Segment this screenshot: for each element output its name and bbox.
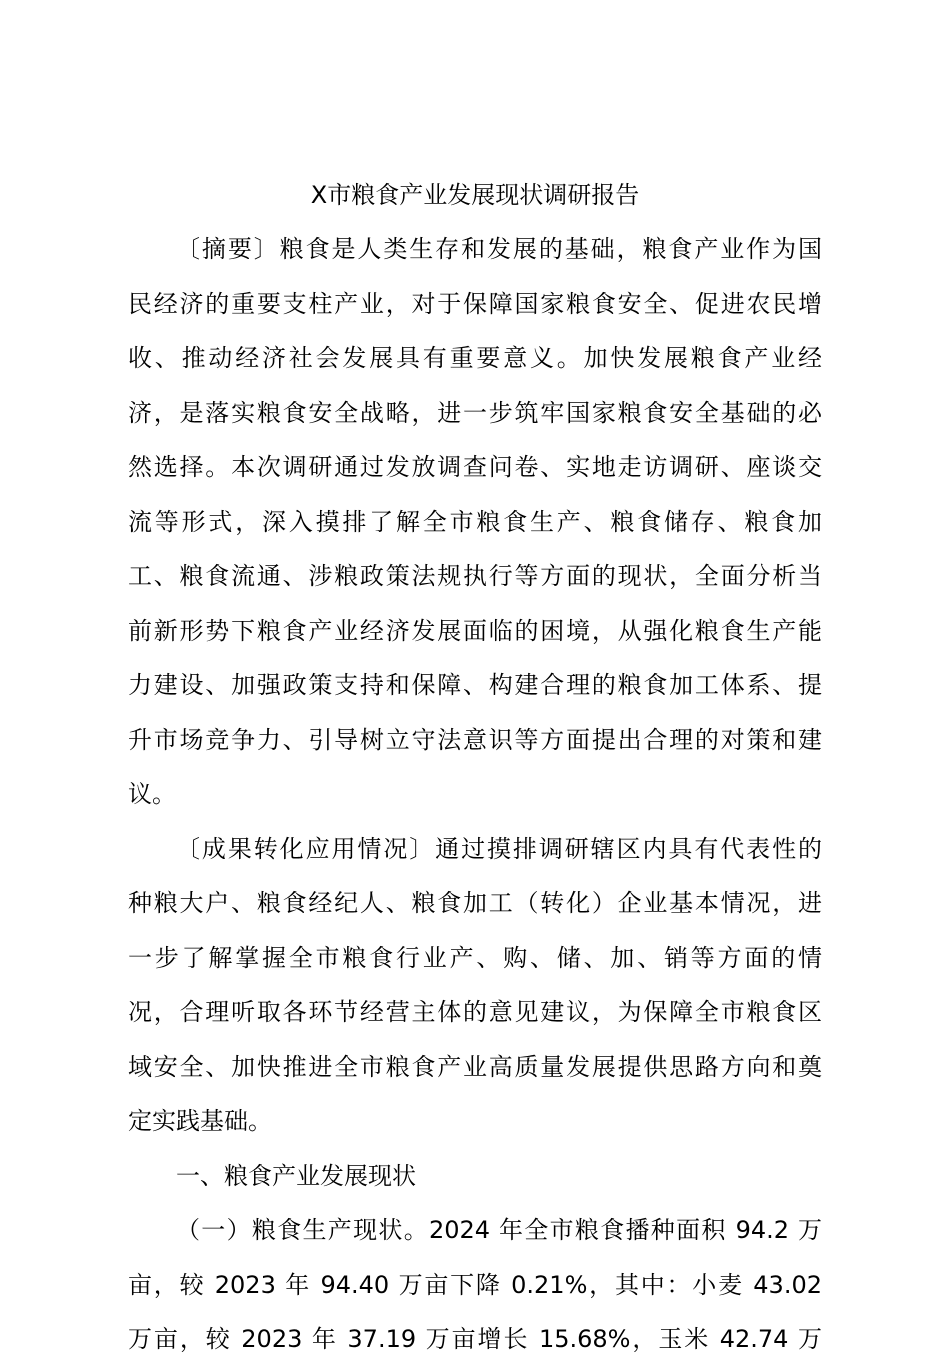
body-text-line: 种粮大户、粮食经纪人、粮食加工（转化）企业基本情况，进	[128, 889, 822, 917]
document-page	[128, 168, 822, 1367]
body-text-line: 〔成果转化应用情况〕通过摸排调研辖区内具有代表性的	[176, 834, 822, 863]
body-text-line: 力建设、加强政策支持和保障、构建合理的粮食加工体系、提	[128, 671, 822, 699]
body-text-line: 亩，较 2023 年 94.40 万亩下降 0.21%，其中：小麦 43.02	[128, 1270, 822, 1299]
body-text-line: 定实践基础。	[128, 1107, 272, 1135]
body-text-line: 然选择。本次调研通过发放调查问卷、实地走访调研、座谈交	[128, 453, 822, 481]
body-text-line: 一、粮食产业发展现状	[176, 1161, 416, 1190]
body-text-line: 工、粮食流通、涉粮政策法规执行等方面的现状，全面分析当	[128, 562, 822, 590]
document-body	[128, 222, 822, 1367]
body-text-line: 况，合理听取各环节经营主体的意见建议，为保障全市粮食区	[128, 998, 822, 1026]
body-text-line: 流等形式，深入摸排了解全市粮食生产、粮食储存、粮食加	[128, 507, 822, 536]
body-text-line: 〔摘要〕粮食是人类生存和发展的基础，粮食产业作为国	[176, 235, 822, 263]
body-text-line: 升市场竞争力、引导树立守法意识等方面提出合理的对策和建	[128, 725, 822, 754]
body-text-line: 收、推动经济社会发展具有重要意义。加快发展粮食产业经	[128, 344, 822, 372]
body-text-line: 济，是落实粮食安全战略，进一步筑牢国家粮食安全基础的必	[128, 398, 822, 427]
body-text-line: 民经济的重要支柱产业，对于保障国家粮食安全、促进农民增	[128, 289, 822, 318]
body-text-line: 前新形势下粮食产业经济发展面临的困境，从强化粮食生产能	[128, 616, 822, 645]
body-text-line: （一）粮食生产现状。2024 年全市粮食播种面积 94.2 万	[176, 1216, 822, 1244]
body-text-line: 一步了解掌握全市粮食行业产、购、储、加、销等方面的情	[128, 943, 822, 972]
body-text-line: 域安全、加快推进全市粮食产业高质量发展提供思路方向和奠	[128, 1052, 822, 1081]
body-text-line: 万亩，较 2023 年 37.19 万亩增长 15.68%，玉米 42.74 万	[128, 1325, 822, 1353]
body-text-line: 议。	[128, 780, 176, 808]
document-title: X市粮食产业发展现状调研报告	[310, 181, 640, 209]
